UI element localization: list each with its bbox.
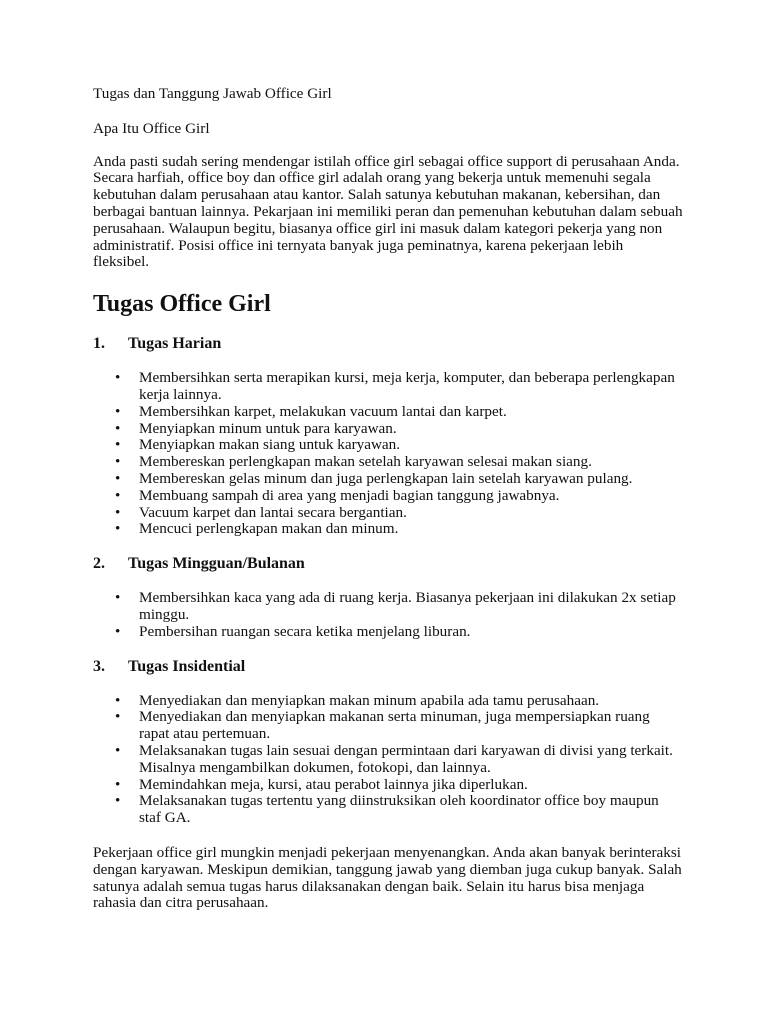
section-title: Tugas Insidential [128,657,246,675]
list-item: • Memindahkan meja, kursi, atau perabot lainnya jika diperlukan. [93,777,683,794]
closing-paragraph: Pekerjaan office girl mungkin menjadi pekerjaan menyenangkan. Anda akan banyak berinteraksi dengan karyawan. Meskipun demikian, tanggung jawab yang diemban juga cukup banyak. Salah satunya adalah semua tugas harus dilaksanakan dengan baik. Selain itu harus bisa menjaga rahasia dan citra perusahaan. [93,843,682,912]
main-heading: Tugas Office Girl [93,291,271,318]
section-number: 2. [93,555,105,573]
list-item: • Menyediakan dan menyiapkan makanan serta minuman, juga mempersiapkan ruang rapat atau pertemuan. [93,709,683,743]
intro-paragraph: Anda pasti sudah sering mendengar istilah office girl sebagai office support di perusahaan Anda. Secara harfiah, office boy dan office girl adalah orang yang bekerja untuk memenuhi segala kebutuhan dalam perusahaan atau kantor. Salah satunya kebutuhan makanan, kebersihan, dan berbagai bantuan lainnya. Pekarjaan ini memiliki peran dan pemenuhan kebutuhan dalam sebuah perusahaan. Walaupun begitu, biasanya office girl ini masuk dalam kategori pekerja yang non administratif. Posisi office ini ternyata banyak juga peminatnya, karena pekerjaan lebih fleksibel. [93,152,683,271]
list-item: • Menyediakan dan menyiapkan makan minum apabila ada tamu perusahaan. [93,693,683,710]
list-item: • Membersihkan karpet, melakukan vacuum lantai dan karpet. [93,404,683,421]
section-number: 3. [93,657,105,675]
section-title: Tugas Mingguan/Bulanan [128,555,305,573]
task-list [93,693,683,827]
list-item: • Melaksanakan tugas lain sesuai dengan permintaan dari karyawan di divisi yang terkait. Misalnya mengambilkan dokumen, fotokopi, dan lainnya. [93,743,683,777]
section-heading [93,554,683,574]
list-item: • Menyiapkan makan siang untuk karyawan. [93,437,683,454]
section-heading [93,657,683,677]
list-item: • Mencuci perlengkapan makan dan minum. [93,521,683,538]
section-title: Tugas Harian [128,335,222,353]
list-item: • Membuang sampah di area yang menjadi bagian tanggung jawabnya. [93,488,683,505]
question-line: Apa Itu Office Girl [93,119,210,137]
list-item: • Membereskan gelas minum dan juga perlengkapan lain setelah karyawan pulang. [93,471,683,488]
task-list [93,370,683,538]
list-item: • Membereskan perlengkapan makan setelah karyawan selesai makan siang. [93,454,683,471]
section-number: 1. [93,335,105,353]
task-list [93,590,683,640]
section-heading [93,334,683,354]
list-item: • Vacuum karpet dan lantai secara bergantian. [93,505,683,522]
section-harian [93,334,683,538]
list-item: • Membersihkan kaca yang ada di ruang kerja. Biasanya pekerjaan ini dilakukan 2x setiap minggu. [93,590,683,624]
list-item: • Pembersihan ruangan secara ketika menjelang liburan. [93,624,683,641]
list-item: • Melaksanakan tugas tertentu yang diinstruksikan oleh koordinator office boy maupun staf GA. [93,793,683,827]
document-title: Tugas dan Tanggung Jawab Office Girl [93,85,332,102]
document-page [93,86,683,912]
section-mingguan [93,554,683,640]
list-item: • Menyiapkan minum untuk para karyawan. [93,421,683,438]
section-insidential [93,657,683,827]
list-item: • Membersihkan serta merapikan kursi, meja kerja, komputer, dan beberapa perlengkapan kerja lainnya. [93,370,683,404]
